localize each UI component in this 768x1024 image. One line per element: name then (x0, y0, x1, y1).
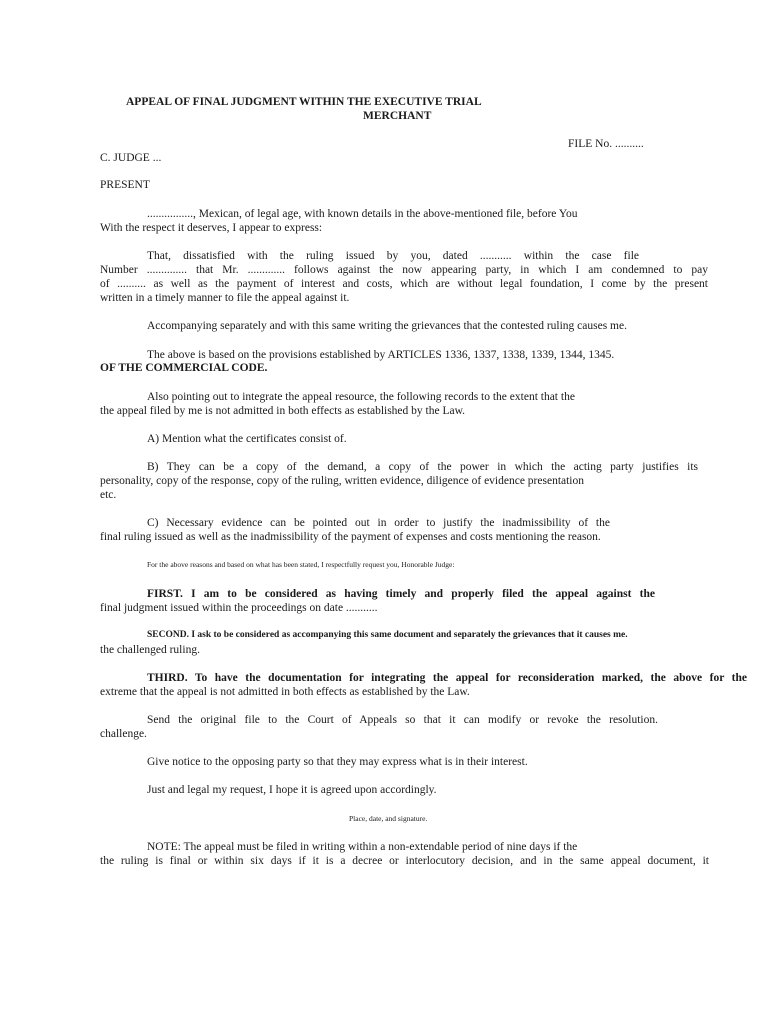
paragraph-ruling-line2: Number .............. that Mr. ............. follows against the now appearing party, in which I am condemned to pay (100, 264, 708, 276)
item-c-line1: C) Necessary evidence can be pointed out in order to justify the inadmissibility of the (147, 517, 610, 529)
paragraph-ruling-line3: of .......... as well as the payment of interest and costs, which are without legal foundation, I come by the present (100, 278, 708, 290)
second-request-line1: SECOND. I ask to be considered as accompanying this same document and separately the grievances that it causes me. (147, 630, 628, 640)
first-request-line1: FIRST. I am to be considered as having timely and properly filed the appeal against the (147, 588, 655, 600)
first-request-line2: final judgment issued within the proceedings on date ........... (100, 602, 378, 614)
commercial-code-heading: OF THE COMMERCIAL CODE. (100, 362, 268, 374)
send-file-line1: Send the original file to the Court of Appeals so that it can modify or revoke the resolution. (147, 714, 658, 726)
present-label: PRESENT (100, 179, 150, 191)
second-request-line2: the challenged ruling. (100, 644, 200, 656)
place-date-signature: Place, date, and signature. (349, 814, 428, 823)
note-line1: NOTE: The appeal must be filed in writing within a non-extendable period of nine days if the (147, 841, 578, 853)
just-legal-line: Just and legal my request, I hope it is agreed upon accordingly. (147, 784, 437, 796)
note-line2: the ruling is final or within six days if it is a decree or interlocutory decision, and in the same appeal document, it (100, 855, 709, 867)
judge-line: C. JUDGE ... (100, 152, 162, 164)
document-title-line2: MERCHANT (363, 110, 432, 122)
request-intro: For the above reasons and based on what has been stated, I respectfully request you, Honorable Judge: (147, 560, 455, 569)
third-request-line1: THIRD. To have the documentation for integrating the appeal for reconsideration marked, the above for the (147, 672, 747, 684)
paragraph-records-line2: the appeal filed by me is not admitted in both effects as established by the Law. (100, 405, 466, 417)
paragraph-records-line1: Also pointing out to integrate the appeal resource, the following records to the extent that the (147, 391, 575, 403)
file-number: FILE No. .......... (568, 138, 644, 150)
third-request-line2: extreme that the appeal is not admitted in both effects as established by the Law. (100, 686, 470, 698)
paragraph-intro-line1: ................, Mexican, of legal age, with known details in the above-mentioned file, before You (147, 208, 578, 220)
paragraph-intro-line2: With the respect it deserves, I appear to express: (100, 222, 323, 234)
item-b-line1: B) They can be a copy of the demand, a copy of the power in which the acting party justifies its (147, 461, 698, 473)
item-a: A) Mention what the certificates consist of. (147, 433, 347, 445)
item-b-line3: etc. (100, 489, 117, 501)
document-title: APPEAL OF FINAL JUDGMENT WITHIN THE EXECUTIVE TRIAL (126, 96, 482, 108)
paragraph-grievances: Accompanying separately and with this same writing the grievances that the contested ruling causes me. (147, 320, 627, 332)
item-b-line2: personality, copy of the response, copy of the ruling, written evidence, diligence of evidence presentation (100, 475, 585, 487)
paragraph-ruling-line4: written in a timely manner to file the appeal against it. (100, 292, 350, 304)
notice-line: Give notice to the opposing party so that they may express what is in their interest. (147, 756, 528, 768)
item-c-line2: final ruling issued as well as the inadmissibility of the payment of expenses and costs mentioning the reason. (100, 531, 601, 543)
paragraph-ruling-line1: That, dissatisfied with the ruling issued by you, dated ........... within the case file (147, 250, 639, 262)
send-file-line2: challenge. (100, 728, 147, 740)
paragraph-articles: The above is based on the provisions established by ARTICLES 1336, 1337, 1338, 1339, 1344, 1345. (147, 349, 615, 361)
